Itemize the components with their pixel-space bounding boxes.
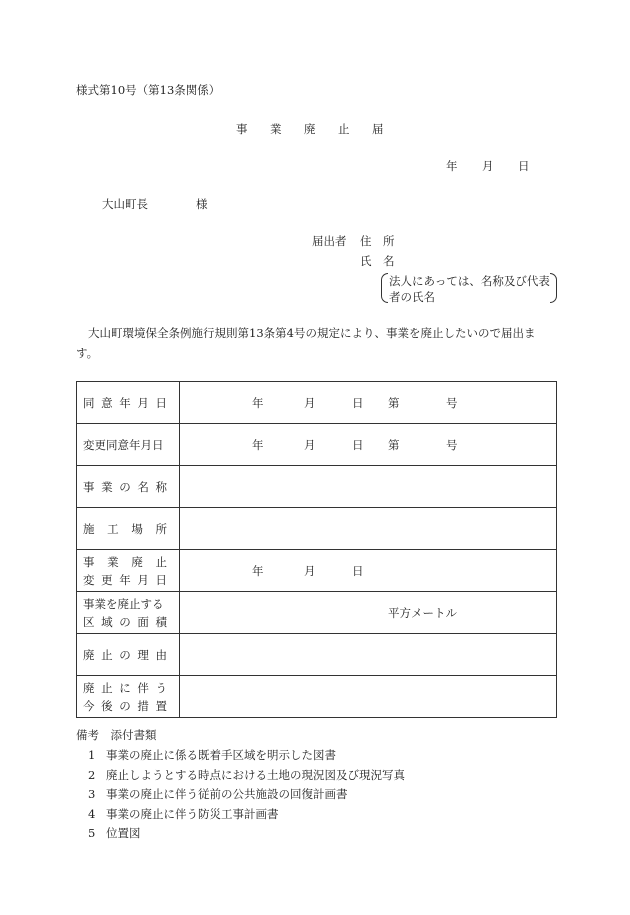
- row-label-line: [83, 553, 167, 571]
- addressee-honorific: 様: [196, 197, 208, 211]
- table-row: [77, 634, 557, 676]
- value-unit: 号: [446, 437, 458, 452]
- row-label-char: 場: [131, 521, 143, 536]
- row-label-char: 由: [155, 647, 167, 662]
- row-label-line: [83, 520, 167, 538]
- address-label: 住 所: [360, 234, 395, 248]
- date-day: 日: [518, 159, 530, 173]
- row-label-char: の: [119, 479, 131, 494]
- value-unit: 号: [446, 395, 458, 410]
- addressee: [102, 199, 208, 211]
- title-char: 業: [270, 122, 282, 136]
- row-label-line: [83, 613, 167, 631]
- row-label-char: 面: [137, 614, 149, 629]
- row-label-line: [83, 697, 167, 715]
- submission-date: [446, 161, 554, 173]
- table-row: [77, 592, 557, 634]
- row-label-char: 止: [101, 680, 113, 695]
- row-label-char: 工: [107, 521, 119, 536]
- title-char: 届: [372, 122, 384, 136]
- row-label-line: 事業を廃止する: [83, 596, 164, 611]
- value-unit: 日: [352, 437, 364, 452]
- row-label-char: 止: [101, 647, 113, 662]
- row-label: [77, 424, 180, 466]
- row-label: [77, 466, 180, 508]
- row-label-char: 措: [137, 698, 149, 713]
- row-label: [77, 634, 180, 676]
- table-row: [77, 382, 557, 424]
- note-number: 5: [88, 826, 96, 840]
- date-year: 年: [446, 159, 458, 173]
- note-number: 1: [88, 748, 96, 762]
- row-label: [77, 550, 180, 592]
- row-value[interactable]: [180, 676, 557, 718]
- row-label-char: 更: [101, 572, 113, 587]
- row-value[interactable]: [180, 424, 557, 466]
- row-label-line: [83, 571, 167, 589]
- row-label-char: う: [155, 680, 167, 695]
- note-item: [88, 806, 279, 821]
- date-month: 月: [482, 159, 494, 173]
- row-value[interactable]: [180, 508, 557, 550]
- row-label-char: 変: [83, 572, 95, 587]
- note-item: [88, 789, 348, 801]
- row-label-char: 同: [83, 395, 95, 410]
- row-label-char: 事: [83, 554, 95, 569]
- row-label: [77, 676, 180, 718]
- row-label-char: 廃: [131, 554, 143, 569]
- note-number: 2: [88, 767, 96, 782]
- value-unit: 第: [388, 395, 400, 410]
- addressee-name: 大山町長: [102, 197, 148, 211]
- value-unit: 年: [252, 437, 264, 452]
- row-label-char: 業: [101, 479, 113, 494]
- row-label-char: 置: [155, 698, 167, 713]
- note-text: 事業の廃止に伴う従前の公共施設の回復計画書: [106, 787, 348, 801]
- table-row: [77, 508, 557, 550]
- value-unit: 年: [252, 395, 264, 410]
- row-label-char: 名: [137, 479, 149, 494]
- row-label-char: の: [119, 614, 131, 629]
- row-label-char: 称: [155, 479, 167, 494]
- row-value[interactable]: [180, 466, 557, 508]
- row-label-char: 積: [155, 614, 167, 629]
- value-unit: 第: [388, 437, 400, 452]
- note-item: [88, 828, 141, 840]
- note-number: 4: [88, 806, 96, 821]
- row-label-line: [83, 646, 167, 664]
- row-label-char: の: [119, 647, 131, 662]
- row-label-char: 理: [137, 647, 149, 662]
- row-label-char: 廃: [83, 647, 95, 662]
- row-label: [77, 592, 180, 634]
- table-row: [77, 550, 557, 592]
- row-label-line: [83, 679, 167, 697]
- row-label-line: 変更同意年月日: [83, 437, 164, 452]
- row-label-char: 所: [155, 521, 167, 536]
- value-unit: 月: [304, 563, 316, 578]
- notes-heading: 備考 添付書類: [76, 728, 157, 742]
- form-number: 様式第10号（第13条関係）: [76, 83, 221, 97]
- row-label-char: 日: [155, 572, 167, 587]
- note-text: 事業の廃止に係る既着手区域を明示した図書: [106, 748, 336, 762]
- row-label-char: に: [119, 680, 131, 695]
- row-label: [77, 508, 180, 550]
- name-label: 氏 名: [360, 254, 395, 268]
- row-label-char: 業: [107, 554, 119, 569]
- body-text: 大山町環境保全条例施行規則第13条第4号の規定により、事業を廃止したいので届出ます。: [76, 326, 536, 360]
- row-label-char: 施: [83, 521, 95, 536]
- row-label-char: 伴: [137, 680, 149, 695]
- row-label-char: 後: [101, 698, 113, 713]
- row-label-char: 月: [137, 572, 149, 587]
- table-row: [77, 676, 557, 718]
- value-unit: 月: [304, 437, 316, 452]
- row-label-char: 事: [83, 479, 95, 494]
- unit-label: 平方メートル: [388, 605, 457, 620]
- row-label-char: 日: [155, 395, 167, 410]
- row-label-line: [83, 394, 167, 412]
- row-value[interactable]: [180, 550, 557, 592]
- row-label-char: 意: [101, 395, 113, 410]
- note-item: [88, 767, 405, 782]
- value-unit: 日: [352, 563, 364, 578]
- title-char: 事: [236, 122, 248, 136]
- note-text: 廃止しようとする時点における土地の現況図及び現況写真: [106, 767, 405, 782]
- title-char: 止: [338, 122, 350, 136]
- table-row: [77, 424, 557, 466]
- note-text: 位置図: [106, 826, 141, 840]
- row-value[interactable]: [180, 592, 557, 634]
- row-label-char: 年: [119, 572, 131, 587]
- note-number: 3: [88, 787, 96, 801]
- row-label-char: 月: [137, 395, 149, 410]
- title-char: 廃: [304, 122, 316, 136]
- value-unit: 日: [352, 395, 364, 410]
- row-label: [77, 382, 180, 424]
- row-value[interactable]: [180, 382, 557, 424]
- row-label-char: の: [119, 698, 131, 713]
- row-label-char: 廃: [83, 680, 95, 695]
- applicant-label: 届出者: [312, 234, 347, 248]
- note-text: 事業の廃止に伴う防災工事計画書: [106, 806, 279, 821]
- row-value[interactable]: [180, 634, 557, 676]
- row-label-char: 域: [101, 614, 113, 629]
- row-label-char: 今: [83, 698, 95, 713]
- row-label-char: 区: [83, 614, 95, 629]
- note-item: [88, 750, 336, 762]
- value-unit: 年: [252, 563, 264, 578]
- corporate-note: 法人にあっては、名称及び代表者の氏名: [381, 273, 557, 303]
- document-title: [236, 124, 406, 136]
- notification-table: [76, 381, 557, 718]
- row-label-char: 止: [155, 554, 167, 569]
- row-label-line: [83, 478, 167, 496]
- row-label-char: 年: [119, 395, 131, 410]
- value-unit: 月: [304, 395, 316, 410]
- table-row: [77, 466, 557, 508]
